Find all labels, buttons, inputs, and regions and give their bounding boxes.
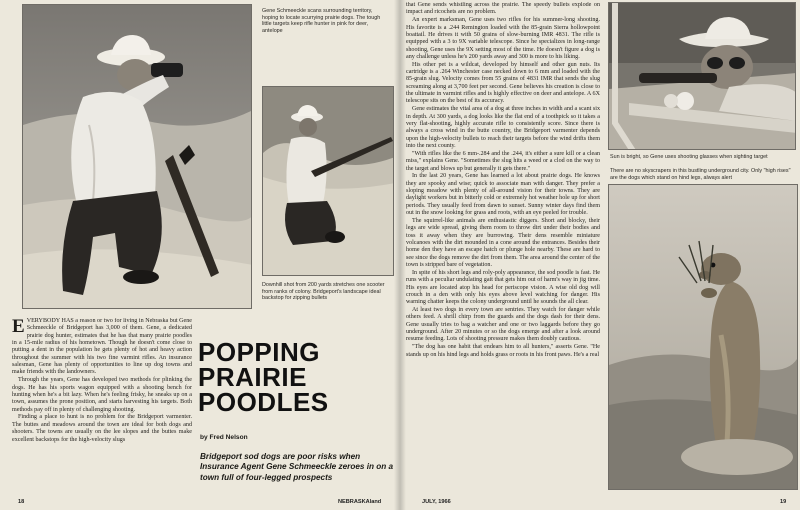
photo3-caption: Sun is bright, so Gene uses shooting glasses when sighting target: [610, 154, 768, 160]
magazine-name: NEBRASKAland: [338, 499, 382, 505]
body-paragraph: In the last 20 years, Gene has learned a lot about prairie dogs. He knows they are spooky and wise; quick to associate man with danger. They prefer a sloping meadow with plenty of all-around vision for their towns. They are daylight workers but in bitterly cold or extremely hot weather hole up for short periods. They usually feed from dawn to sunset. Sunny winter days find them out in the snow looking for grass and roots, with an eye peeled for trouble.: [406, 173, 600, 217]
photo1-caption: Gene Schmeeckle scans surrounding territory, hoping to locate scurrying prairie dogs. The tough little targets keep rifle hunter in pink for deer, antelope: [262, 8, 381, 34]
photo-prairie-dog: [608, 184, 798, 490]
body-paragraph: that Gene sends whistling across the prairie. The speedy bullets explode on impact and ricochets are no problem.: [406, 2, 600, 16]
shooter-glasses-illustration: [609, 3, 796, 150]
page-number-left: 18: [18, 499, 25, 505]
body-paragraph: "With rifles like the 6 mm-.284 and the .244, it's either a sure kill or a clean miss," explains Gene. "Sometimes the slug hits a weed or a clod on the way to the target and blows up but generally it gets there.": [406, 150, 600, 172]
hunter-kneeling-illustration: [263, 87, 394, 276]
intro-paragraph: EVERYBODY HAS a reason or two for living in Nebraska but Gene Schmeeckle of Bridgeport has 3,000 of them. Gene, a dedicated prairie dog hunter, estimates that he has that many prairie poodles in a 15-mile radius of his hometown. Though he doesn't come close to putting a dent in the population he gets plenty of hot and heavy action throughout the summer with his two fine varmint rifles. An insurance salesman, Gene has plenty of opportunities to line up dog towns and make friends with the landowners.: [12, 318, 192, 376]
intro-paragraph: Through the years, Gene has developed two methods for plinking the dogs. He has his sports wagon equipped with a shooting bench for hunting when he's a bit lazy. When he's feeling frisky, he sneaks up on a town, assumes the prone position, and starts harvesting his targets. Both methods pay off in plenty of challenging shooting.: [12, 377, 192, 413]
intro-paragraph: Finding a place to hunt is no problem for the Bridgeport varmenter. The buttes and meadows around the town are ideal for both dogs and shooters. The towns are usually on the lee slopes and the buttes make excellent backstops for the high-velocity slugs: [12, 414, 192, 443]
photo-hunter-kneeling: [262, 86, 394, 276]
byline: by Fred Nelson: [200, 434, 248, 441]
page-number-right: 19: [780, 499, 787, 505]
hunter-binoculars-illustration: [23, 5, 252, 309]
photo4-caption: There are no skyscrapers in this bustling underground city. Only "high rises" are the dogs which stand on hind legs, always alert: [610, 168, 791, 181]
right-page: [400, 0, 800, 510]
body-paragraph: An expert marksman, Gene uses two rifles for his summer-long shooting. His favorite is a .244 Remington loaded with the 85-grain Sierra hollowpoint boattail. He drives it with 50 grains of slow-burning IMR 4831. The rifle is equipped with a 3 to 9X variable telescope. Since he specializes in long-range shooting, Gene uses the 9X setting most of the time. He doesn't figure a dog is any challenge unless he's 200 yards away and 300 is more to his liking.: [406, 17, 600, 60]
headline-line: POODLES: [198, 387, 329, 417]
intro-text-column: [12, 318, 192, 496]
photo2-caption: Downhill shot from 200 yards stretches one scooter from ranks of colony. Bridgeport's landscape ideal backstop for zipping bullets: [262, 282, 385, 302]
headline-line: POPPING: [198, 337, 320, 367]
prairie-dog-illustration: [609, 185, 798, 490]
body-paragraph: "The dog has one habit that endears him to all hunters," asserts Gene. "He stands up on his hind legs and holds grass or roots in his front paws. He's a real: [406, 344, 600, 358]
body-paragraph: In spite of his short legs and roly-poly appearance, the sod poodle is fast. He runs with a peculiar undulating gait that gets him out of harm's way in jig time. His eyes are located atop his head for periscope vision. A wise old dog will crouch in a den with only his eyes above level watching for danger. His warning chatter keeps the colony underground until he sounds the all clear.: [406, 269, 600, 306]
issue-date: JULY, 1966: [422, 499, 451, 505]
body-paragraph: At least two dogs in every town are sentries. They watch for danger while others feed. A shrill chirp from the guards and the dogs dash for their dens. Gene usually tries to bag a watcher and one or two laggards before they go underground. After 20 minutes or so the dogs emerge and after a look around resume feeding. Lots of shooting pressure makes them doubly cautious.: [406, 307, 600, 343]
body-paragraph: The squirrel-like animals are enthusiastic diggers. Short and blocky, their legs are wide spread, giving them room to throw dirt under their bodies and toss it away when they are burrowing. Their dens resemble miniature volcanoes with the dirt mounded in a cone around the entrances. Besides their home den they have an escape hatch or plunge hole nearby. These are hard to see since the dogs remove the dirt from them. The area around the center of the town is stripped bare of vegetation.: [406, 217, 600, 269]
main-text-column: [406, 2, 600, 496]
body-paragraph: His other pet is a wildcat, developed by himself and other gun nuts. Its cartridge is a .264 Winchester case necked down to 6 mm and loaded with the 85-grain slug. Velocity comes from 55 grains of 4831 IMR that sends the slug screaming along at 3,700 feet per second. Gene believes his creation is close to the ultimate in varmint rifles and is highly effective on deer and antelope. A 6X telescope sits on the best of its accuracy.: [406, 61, 600, 105]
article-deck: Bridgeport sod dogs are poor risks when Insurance Agent Gene Schmeeckle zeroes in on a town full of four-legged prospects: [200, 452, 394, 482]
drop-cap: E: [12, 318, 25, 337]
photo-hunter-binoculars: [22, 4, 252, 309]
article-headline: [198, 337, 398, 417]
photo-shooter-glasses: [608, 2, 796, 150]
headline-line: PRAIRIE: [198, 362, 307, 392]
body-paragraph: Gene estimates the vital area of a dog at three inches in width and a scant six in depth. At 300 yards, a dog looks like the flat end of a toothpick so it takes a very flat-shooting, highly accurate rifle to consistently score. Since there is always a cross wind in the butte country, the Bridgeport varmenter depends upon the high-velocity bullets to reach their targets before the wind drifts them into the next county.: [406, 106, 600, 150]
